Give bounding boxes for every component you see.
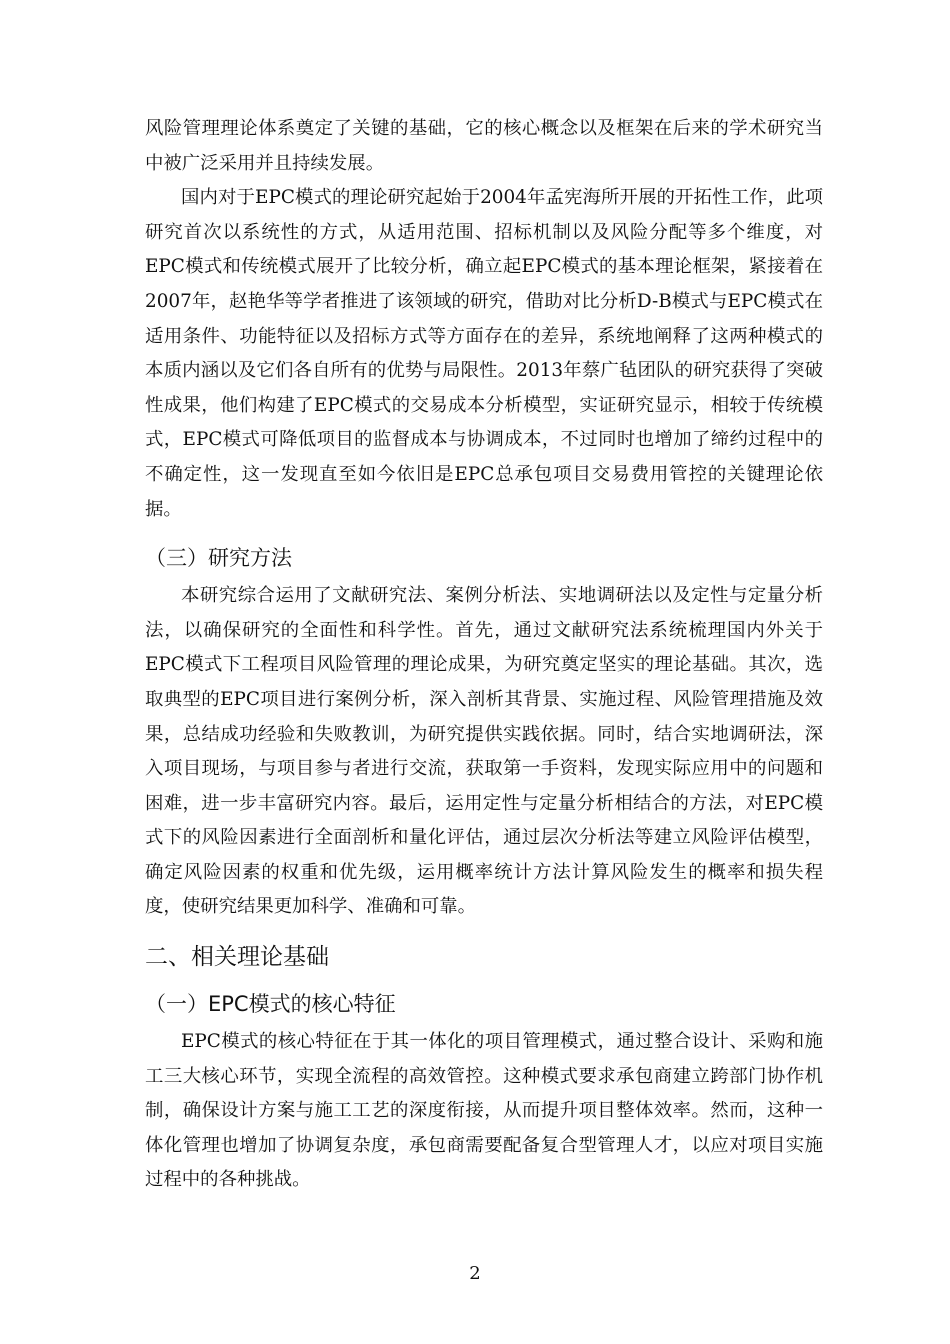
page-number: 2 [469, 1263, 481, 1284]
paragraph-epc-features: EPC模式的核心特征在于其一体化的项目管理模式，通过整合设计、采购和施工三大核心环节，实现全流程的高效管控。这种模式要求承包商建立跨部门协作机制，确保设计方案与施工工艺的深度衔接，从而提升项目整体效率。然而，这种一体化管理也增加了协调复杂度，承包商需要配备复合型管理人才，以应对项目实施过程中的各种挑战。 [145, 1031, 823, 1191]
section-heading-epc-features: （一）EPC模式的核心特征 [145, 992, 396, 1017]
paragraph-research-methods: 本研究综合运用了文献研究法、案例分析法、实地调研法以及定性与定量分析法，以确保研究的全面性和科学性。首先，通过文献研究法系统梳理国内外关于EPC模式下工程项目风险管理的理论成果，为研究奠定坚实的理论基础。其次，选取典型的EPC项目进行案例分析，深入剖析其背景、实施过程、风险管理措施及效果，总结成功经验和失败教训，为研究提供实践依据。同时，结合实地调研法，深入项目现场，与项目参与者进行交流，获取第一手资料，发现实际应用中的问题和困难，进一步丰富研究内容。最后，运用定性与定量分析相结合的方法，对EPC模式下的风险因素进行全面剖析和量化评估，通过层次分析法等建立风险评估模型，确定风险因素的权重和优先级，运用概率统计方法计算风险发生的概率和损失程度，使研究结果更加科学、准确和可靠。 [145, 585, 823, 918]
paragraph-continued: 风险管理理论体系奠定了关键的基础，它的核心概念以及框架在后来的学术研究当中被广泛采用并且持续发展。 [145, 118, 823, 174]
section-heading-research-methods: （三）研究方法 [145, 546, 292, 571]
page-body [145, 112, 823, 1198]
paragraph-domestic-research: 国内对于EPC模式的理论研究起始于2004年孟宪海所开展的开拓性工作，此项研究首次以系统性的方式，从适用范围、招标机制以及风险分配等多个维度，对EPC模式和传统模式展开了比较分析，确立起EPC模式的基本理论框架，紧接着在2007年，赵艳华等学者推进了该领域的研究，借助对比分析D-B模式与EPC模式在适用条件、功能特征以及招标方式等方面存在的差异，系统地阐释了这两种模式的本质内涵以及它们各自所有的优势与局限性。2013年蔡广毡团队的研究获得了突破性成果，他们构建了EPC模式的交易成本分析模型，实证研究显示，相较于传统模式，EPC模式可降低项目的监督成本与协调成本，不过同时也增加了缔约过程中的不确定性，这一发现直至如今依旧是EPC总承包项目交易费用管控的关键理论依据。 [145, 187, 823, 520]
chapter-heading-theory: 二、相关理论基础 [145, 944, 329, 971]
